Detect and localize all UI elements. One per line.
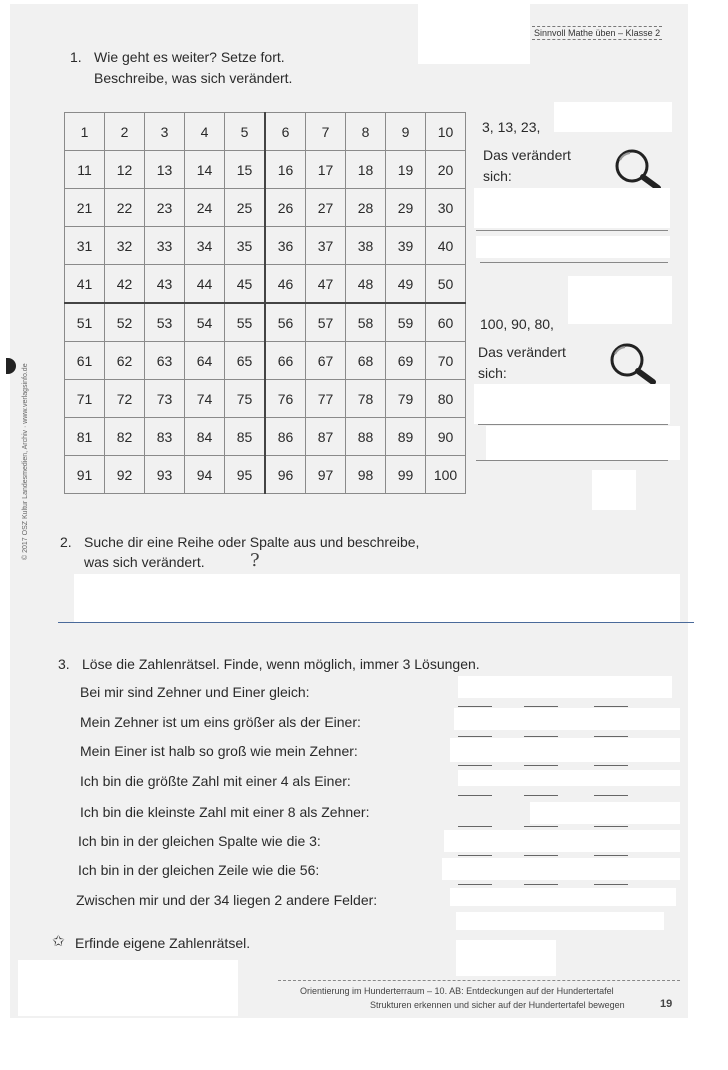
table-cell: 48 xyxy=(346,265,386,304)
table-cell: 80 xyxy=(426,380,466,418)
answer-blank[interactable] xyxy=(594,706,628,707)
answer-blank[interactable] xyxy=(524,884,558,885)
redaction-block xyxy=(418,0,530,64)
table-row xyxy=(65,380,466,418)
footer-line1: Orientierung im Hunderterraum – 10. AB: Entdeckungen auf der Hundertertafel xyxy=(300,986,614,996)
table-cell: 14 xyxy=(185,151,225,189)
table-cell: 53 xyxy=(145,303,185,342)
table-cell: 85 xyxy=(225,418,266,456)
footer-line2: Strukturen erkennen und sicher auf der Hundertertafel bewegen xyxy=(370,1000,625,1010)
task2-line2: was sich verändert. xyxy=(84,554,205,570)
redaction-block xyxy=(458,676,672,698)
redaction-block xyxy=(444,830,680,852)
table-cell: 95 xyxy=(225,456,266,494)
table-cell: 83 xyxy=(145,418,185,456)
table-cell: 40 xyxy=(426,227,466,265)
table-cell: 64 xyxy=(185,342,225,380)
table-cell: 4 xyxy=(185,113,225,151)
side-margin-text: © 2017 OSZ Kultur Landesmedien, Archiv · www.verlagsinfo.de xyxy=(22,363,29,560)
table-cell: 38 xyxy=(346,227,386,265)
task3-number: 3. xyxy=(58,656,70,672)
table-cell: 7 xyxy=(306,113,346,151)
answer-blank[interactable] xyxy=(594,855,628,856)
table-cell: 90 xyxy=(426,418,466,456)
table-cell: 99 xyxy=(386,456,426,494)
handwritten-mark: ? xyxy=(250,550,260,571)
table-cell: 42 xyxy=(105,265,145,304)
page-number: 19 xyxy=(660,998,673,1010)
table-cell: 61 xyxy=(65,342,105,380)
table-cell: 32 xyxy=(105,227,145,265)
hundred-table xyxy=(64,112,466,494)
table-cell: 3 xyxy=(145,113,185,151)
table-row xyxy=(65,303,466,342)
table-cell: 88 xyxy=(346,418,386,456)
table-cell: 87 xyxy=(306,418,346,456)
table-cell: 91 xyxy=(65,456,105,494)
riddle-text: Bei mir sind Zehner und Einer gleich: xyxy=(80,684,310,700)
table-cell: 18 xyxy=(346,151,386,189)
book-header: Sinnvoll Mathe üben – Klasse 2 xyxy=(534,28,661,38)
answer-blank[interactable] xyxy=(594,826,628,827)
redaction-block xyxy=(554,102,672,132)
redaction-block xyxy=(592,470,636,510)
answer-blank[interactable] xyxy=(458,884,492,885)
table-cell: 78 xyxy=(346,380,386,418)
table-row xyxy=(65,113,466,151)
table-cell: 43 xyxy=(145,265,185,304)
answer-blank[interactable] xyxy=(524,765,558,766)
table-cell: 77 xyxy=(306,380,346,418)
table-cell: 54 xyxy=(185,303,225,342)
table-cell: 66 xyxy=(265,342,306,380)
redaction-block xyxy=(442,858,680,880)
riddle-text: Ich bin die größte Zahl mit einer 4 als Einer: xyxy=(80,773,351,789)
table-cell: 2 xyxy=(105,113,145,151)
table-cell: 41 xyxy=(65,265,105,304)
table-cell: 34 xyxy=(185,227,225,265)
table-cell: 67 xyxy=(306,342,346,380)
sequence-a: 3, 13, 23, xyxy=(482,119,541,135)
riddle-text: Ich bin in der gleichen Spalte wie die 3: xyxy=(78,833,321,849)
table-cell: 97 xyxy=(306,456,346,494)
table-cell: 56 xyxy=(265,303,306,342)
table-cell: 68 xyxy=(346,342,386,380)
answer-blank[interactable] xyxy=(524,706,558,707)
table-cell: 89 xyxy=(386,418,426,456)
table-cell: 29 xyxy=(386,189,426,227)
redaction-block xyxy=(450,738,680,762)
table-cell: 70 xyxy=(426,342,466,380)
table-cell: 74 xyxy=(185,380,225,418)
table-cell: 10 xyxy=(426,113,466,151)
table-cell: 92 xyxy=(105,456,145,494)
table-cell: 1 xyxy=(65,113,105,151)
table-cell: 45 xyxy=(225,265,266,304)
task1-number: 1. xyxy=(70,49,82,65)
table-cell: 79 xyxy=(386,380,426,418)
redaction-block xyxy=(476,236,670,258)
table-row xyxy=(65,342,466,380)
answer-blank[interactable] xyxy=(458,826,492,827)
answer-line xyxy=(476,230,668,231)
table-cell: 35 xyxy=(225,227,266,265)
task2-line1: Suche dir eine Reihe oder Spalte aus und beschreibe, xyxy=(84,534,420,550)
redaction-block xyxy=(474,188,670,228)
table-cell: 23 xyxy=(145,189,185,227)
table-cell: 57 xyxy=(306,303,346,342)
sequence-b: 100, 90, 80, xyxy=(480,316,554,332)
answer-blank[interactable] xyxy=(524,855,558,856)
task2-number: 2. xyxy=(60,534,72,550)
redaction-block xyxy=(456,940,556,976)
redaction-block xyxy=(74,574,680,622)
table-cell: 63 xyxy=(145,342,185,380)
table-cell: 50 xyxy=(426,265,466,304)
table-cell: 26 xyxy=(265,189,306,227)
table-cell: 44 xyxy=(185,265,225,304)
answer-line xyxy=(476,460,668,461)
riddle-text: Ich bin die kleinste Zahl mit einer 8 als Zehner: xyxy=(80,804,370,820)
table-row xyxy=(65,418,466,456)
task3-instruction: Löse die Zahlenrätsel. Finde, wenn möglich, immer 3 Lösungen. xyxy=(82,656,480,672)
table-cell: 62 xyxy=(105,342,145,380)
answer-blank[interactable] xyxy=(524,826,558,827)
task1-line1: Wie geht es weiter? Setze fort. xyxy=(94,49,285,65)
table-cell: 75 xyxy=(225,380,266,418)
table-cell: 16 xyxy=(265,151,306,189)
riddle-text: Mein Einer ist halb so groß wie mein Zehner: xyxy=(80,743,358,759)
table-cell: 98 xyxy=(346,456,386,494)
task1-line2: Beschreibe, was sich verändert. xyxy=(94,70,293,86)
changes-a-line2: sich: xyxy=(483,168,512,184)
table-cell: 60 xyxy=(426,303,466,342)
answer-line xyxy=(478,424,668,425)
answer-blank[interactable] xyxy=(458,736,492,737)
redaction-block xyxy=(568,276,672,324)
table-cell: 49 xyxy=(386,265,426,304)
redaction-block xyxy=(456,912,664,930)
table-cell: 71 xyxy=(65,380,105,418)
table-cell: 39 xyxy=(386,227,426,265)
table-cell: 21 xyxy=(65,189,105,227)
table-cell: 86 xyxy=(265,418,306,456)
answer-line xyxy=(480,262,668,263)
answer-blank[interactable] xyxy=(524,795,558,796)
bonus-text: Erfinde eigene Zahlenrätsel. xyxy=(75,935,251,951)
table-cell: 72 xyxy=(105,380,145,418)
table-cell: 20 xyxy=(426,151,466,189)
table-cell: 12 xyxy=(105,151,145,189)
table-row xyxy=(65,189,466,227)
table-cell: 58 xyxy=(346,303,386,342)
table-cell: 6 xyxy=(265,113,306,151)
table-cell: 30 xyxy=(426,189,466,227)
table-cell: 25 xyxy=(225,189,266,227)
redaction-block xyxy=(18,960,238,1016)
changes-a-line1: Das verändert xyxy=(483,147,571,163)
table-cell: 9 xyxy=(386,113,426,151)
answer-blank[interactable] xyxy=(458,765,492,766)
answer-blank[interactable] xyxy=(458,795,492,796)
footer-divider xyxy=(278,980,680,981)
star-icon: ✩ xyxy=(52,932,65,950)
changes-b-line1: Das verändert xyxy=(478,344,566,360)
answer-blank[interactable] xyxy=(594,884,628,885)
redaction-block xyxy=(474,384,670,424)
changes-b-line2: sich: xyxy=(478,365,507,381)
redaction-block xyxy=(450,888,676,906)
table-cell: 5 xyxy=(225,113,266,151)
answer-blank[interactable] xyxy=(458,706,492,707)
table-cell: 37 xyxy=(306,227,346,265)
table-cell: 13 xyxy=(145,151,185,189)
table-cell: 22 xyxy=(105,189,145,227)
table-cell: 82 xyxy=(105,418,145,456)
riddle-text: Mein Zehner ist um eins größer als der Einer: xyxy=(80,714,361,730)
redaction-block xyxy=(454,708,680,730)
table-row xyxy=(65,456,466,494)
table-cell: 55 xyxy=(225,303,266,342)
answer-blank[interactable] xyxy=(458,855,492,856)
ruled-line xyxy=(58,622,694,623)
table-cell: 46 xyxy=(265,265,306,304)
answer-blank[interactable] xyxy=(594,736,628,737)
table-cell: 76 xyxy=(265,380,306,418)
table-row xyxy=(65,151,466,189)
table-cell: 94 xyxy=(185,456,225,494)
table-row xyxy=(65,227,466,265)
table-cell: 100 xyxy=(426,456,466,494)
redaction-block xyxy=(486,426,680,460)
table-cell: 81 xyxy=(65,418,105,456)
table-cell: 28 xyxy=(346,189,386,227)
table-cell: 47 xyxy=(306,265,346,304)
table-cell: 59 xyxy=(386,303,426,342)
table-cell: 11 xyxy=(65,151,105,189)
table-cell: 31 xyxy=(65,227,105,265)
table-cell: 17 xyxy=(306,151,346,189)
table-row xyxy=(65,265,466,304)
table-cell: 93 xyxy=(145,456,185,494)
table-cell: 27 xyxy=(306,189,346,227)
table-cell: 36 xyxy=(265,227,306,265)
table-cell: 15 xyxy=(225,151,266,189)
table-cell: 52 xyxy=(105,303,145,342)
riddle-text: Zwischen mir und der 34 liegen 2 andere Felder: xyxy=(76,892,378,908)
table-cell: 84 xyxy=(185,418,225,456)
table-cell: 19 xyxy=(386,151,426,189)
answer-blank[interactable] xyxy=(524,736,558,737)
redaction-block xyxy=(530,802,680,824)
answer-blank[interactable] xyxy=(594,765,628,766)
table-cell: 33 xyxy=(145,227,185,265)
riddle-text: Ich bin in der gleichen Zeile wie die 56: xyxy=(78,862,320,878)
table-cell: 51 xyxy=(65,303,105,342)
table-cell: 24 xyxy=(185,189,225,227)
table-cell: 8 xyxy=(346,113,386,151)
answer-blank[interactable] xyxy=(594,795,628,796)
redaction-block xyxy=(458,770,680,786)
table-cell: 65 xyxy=(225,342,266,380)
table-cell: 69 xyxy=(386,342,426,380)
table-cell: 73 xyxy=(145,380,185,418)
table-cell: 96 xyxy=(265,456,306,494)
